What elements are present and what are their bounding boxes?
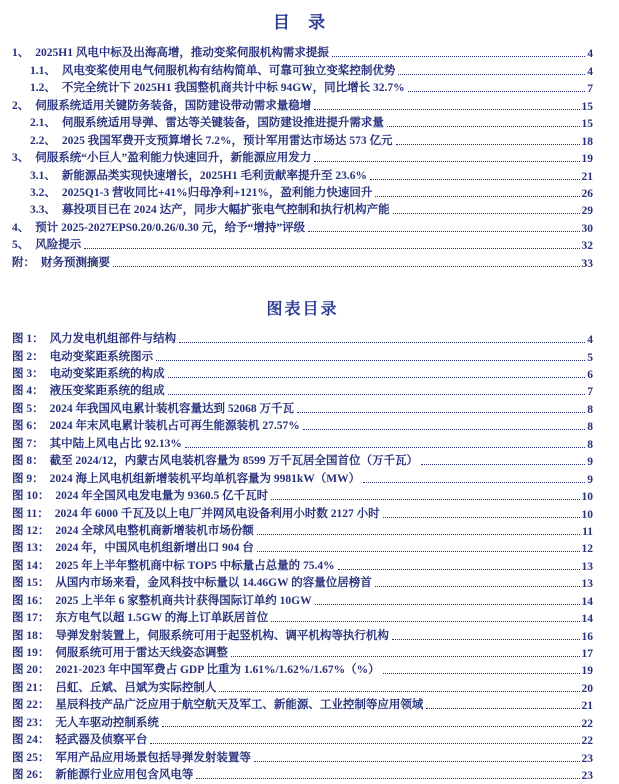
entry-page-number: 8 bbox=[587, 421, 593, 434]
entry-title: 2025H1 风电中标及出海高增，推动变桨伺服机构需求提振 bbox=[35, 47, 329, 60]
toc-entry[interactable] bbox=[12, 95, 593, 112]
entry-page-number: 23 bbox=[581, 752, 593, 765]
entry-title: 财务预测摘要 bbox=[41, 256, 110, 269]
entry-page-number: 18 bbox=[581, 135, 593, 148]
entry-title: 2024 全球风电整机商新增装机市场份额 bbox=[55, 524, 254, 537]
figure-entry[interactable] bbox=[12, 730, 593, 747]
figure-entry[interactable] bbox=[12, 677, 593, 694]
entry-number: 图 23： bbox=[12, 716, 50, 729]
leader-dots bbox=[179, 342, 585, 343]
entry-number: 图 17： bbox=[12, 612, 50, 625]
toc-list bbox=[12, 43, 593, 270]
entry-number: 图 6： bbox=[12, 420, 44, 433]
toc-entry[interactable] bbox=[12, 78, 593, 95]
entry-page-number: 11 bbox=[582, 525, 593, 538]
leader-dots bbox=[113, 266, 580, 267]
figure-entry[interactable] bbox=[12, 398, 593, 415]
entry-page-number: 10 bbox=[581, 508, 593, 521]
entry-title: 2024 年末风电累计装机占可再生能源装机 27.57% bbox=[49, 420, 300, 433]
entry-number: 图 13： bbox=[12, 542, 50, 555]
entry-title: 伺服系统适用关键防务装备，国防建设带动需求量稳增 bbox=[35, 99, 312, 112]
entry-number: 图 14： bbox=[12, 559, 50, 572]
entry-number: 图 20： bbox=[12, 664, 50, 677]
entry-page-number: 4 bbox=[587, 65, 593, 78]
figure-entry[interactable] bbox=[12, 451, 593, 468]
leader-dots bbox=[387, 126, 580, 127]
figure-entry[interactable] bbox=[12, 625, 593, 642]
figure-entry[interactable] bbox=[12, 608, 593, 625]
entry-title: 无人车驱动控制系统 bbox=[55, 716, 159, 729]
entry-title: 2024 年我国风电累计装机容量达到 52068 万千瓦 bbox=[49, 402, 294, 415]
leader-dots bbox=[196, 778, 579, 779]
entry-number: 图 26： bbox=[12, 769, 50, 782]
figure-entry[interactable] bbox=[12, 695, 593, 712]
entry-page-number: 32 bbox=[581, 240, 593, 253]
figure-entry[interactable] bbox=[12, 765, 593, 782]
leader-dots bbox=[231, 656, 580, 657]
entry-page-number: 9 bbox=[587, 456, 593, 469]
leader-dots bbox=[363, 482, 585, 483]
leader-dots bbox=[392, 639, 580, 640]
entry-number: 3.2、 bbox=[30, 186, 56, 199]
leader-dots bbox=[254, 761, 580, 762]
entry-number: 1.1、 bbox=[30, 64, 56, 77]
entry-title: 新能源行业应用包含风电等 bbox=[55, 769, 194, 782]
figure-entry[interactable] bbox=[12, 538, 593, 555]
figure-entry[interactable] bbox=[12, 329, 593, 346]
entry-number: 图 24： bbox=[12, 734, 50, 747]
figure-entry[interactable] bbox=[12, 747, 593, 764]
leader-dots bbox=[308, 231, 579, 232]
entry-number: 图 25： bbox=[12, 751, 50, 764]
toc-entry[interactable] bbox=[12, 235, 593, 252]
entry-page-number: 7 bbox=[587, 83, 593, 96]
entry-title: 2025 上半年 6 家整机商共计获得国际订单约 10GW bbox=[55, 594, 312, 607]
entry-number: 1.2、 bbox=[30, 82, 56, 95]
entry-title: 2024 海上风电机组新增装机平均单机容量为 9981kW（MW） bbox=[49, 472, 361, 485]
entry-page-number: 9 bbox=[587, 473, 593, 486]
figure-entry[interactable] bbox=[12, 433, 593, 450]
entry-page-number: 15 bbox=[581, 100, 593, 113]
entry-page-number: 19 bbox=[581, 153, 593, 166]
entry-number: 图 16： bbox=[12, 594, 50, 607]
leader-dots bbox=[396, 144, 580, 145]
leader-dots bbox=[315, 604, 580, 605]
leader-dots bbox=[421, 464, 585, 465]
entry-number: 附： bbox=[12, 256, 35, 269]
entry-title: 伺服系统可用于雷达天线姿态调整 bbox=[55, 647, 228, 659]
entry-number: 图 10： bbox=[12, 490, 50, 503]
leader-dots bbox=[398, 74, 585, 75]
toc-entry[interactable] bbox=[12, 148, 593, 165]
entry-title: 2024 年全国风电发电量为 9360.5 亿千瓦时 bbox=[55, 490, 269, 503]
leader-dots bbox=[383, 517, 580, 518]
entry-number: 图 22： bbox=[12, 699, 50, 712]
figure-entry[interactable] bbox=[12, 712, 593, 729]
entry-number: 2、 bbox=[12, 99, 30, 112]
entry-page-number: 21 bbox=[581, 170, 593, 183]
entry-page-number: 14 bbox=[581, 613, 593, 626]
leader-dots bbox=[338, 569, 580, 570]
entry-page-number: 14 bbox=[581, 595, 593, 608]
entry-number: 3.3、 bbox=[30, 204, 56, 217]
leader-dots bbox=[332, 56, 585, 57]
entry-number: 2.1、 bbox=[30, 117, 56, 130]
entry-title: 伺服系统适用导弹、雷达等关键装备，国防建设推进提升需求量 bbox=[61, 117, 384, 130]
leader-dots bbox=[168, 394, 586, 395]
leader-dots bbox=[185, 447, 585, 448]
entry-title: 截至 2024/12，内蒙古风电装机容量为 8599 万千瓦居全国首位（万千瓦） bbox=[49, 455, 418, 468]
entry-page-number: 12 bbox=[581, 543, 593, 556]
entry-number: 图 8： bbox=[12, 455, 44, 468]
leader-dots bbox=[257, 534, 580, 535]
entry-page-number: 29 bbox=[581, 205, 593, 218]
figure-entry[interactable] bbox=[12, 660, 593, 677]
leader-dots bbox=[271, 499, 579, 500]
toc-title: 目 录 bbox=[272, 13, 333, 32]
entry-title: 不完全统计下 2025H1 我国整机商共计中标 94GW，同比增长 32.7% bbox=[61, 82, 405, 95]
leader-dots bbox=[426, 708, 579, 709]
entry-page-number: 5 bbox=[587, 351, 593, 364]
entry-number: 图 2： bbox=[12, 350, 44, 363]
entry-number: 图 5： bbox=[12, 402, 44, 415]
entry-title: 预计 2025-2027EPS0.20/0.26/0.30 元，给予“增持”评级 bbox=[35, 221, 306, 234]
toc-entry[interactable] bbox=[12, 60, 593, 77]
figure-entry[interactable] bbox=[12, 468, 593, 485]
entry-title: 东方电气以超 1.5GW 的海上订单跃居首位 bbox=[55, 612, 269, 625]
leader-dots bbox=[303, 429, 586, 430]
entry-title: 从国内市场来看，金风科技中标量以 14.46GW 的容量位居榜首 bbox=[55, 577, 372, 590]
entry-number: 5、 bbox=[12, 239, 30, 252]
entry-title: 吕虹、丘斌、吕斌为实际控制人 bbox=[55, 681, 217, 694]
leader-dots bbox=[162, 726, 580, 727]
leader-dots bbox=[156, 360, 585, 361]
entry-number: 图 18： bbox=[12, 629, 50, 642]
entry-page-number: 15 bbox=[581, 118, 593, 131]
entry-title: 液压变桨距系统的组成 bbox=[49, 385, 165, 398]
figures-list bbox=[12, 329, 593, 782]
entry-number: 图 4： bbox=[12, 385, 44, 398]
leader-dots bbox=[271, 621, 579, 622]
entry-page-number: 26 bbox=[581, 187, 593, 200]
entry-title: 星辰科技产品广泛应用于航空航天及军工、新能源、工业控制等应用领域 bbox=[55, 699, 424, 712]
entry-number: 1、 bbox=[12, 47, 30, 60]
leader-dots bbox=[150, 743, 579, 744]
entry-title: 伺服系统“小巨人”盈利能力快速回升，新能源应用发力 bbox=[35, 152, 312, 165]
entry-title: 2025 我国军费开支预算增长 7.2%，预计军用雷达市场达 573 亿元 bbox=[61, 134, 393, 147]
entry-page-number: 22 bbox=[581, 735, 593, 748]
entry-page-number: 10 bbox=[581, 491, 593, 504]
leader-dots bbox=[314, 161, 579, 162]
leader-dots bbox=[408, 91, 586, 92]
figure-entry[interactable] bbox=[12, 521, 593, 538]
figure-entry[interactable] bbox=[12, 364, 593, 381]
figure-entry[interactable] bbox=[12, 503, 593, 520]
entry-number: 4、 bbox=[12, 221, 30, 234]
toc-entry[interactable] bbox=[12, 43, 593, 60]
entry-number: 3、 bbox=[12, 152, 30, 165]
entry-title: 2024 年 6000 千瓦及以上电厂并网风电设备利用小时数 2127 小时 bbox=[54, 507, 380, 520]
figures-title: 图表目录 bbox=[266, 300, 339, 318]
leader-dots bbox=[375, 196, 579, 197]
entry-page-number: 13 bbox=[581, 578, 593, 591]
toc-entry[interactable] bbox=[12, 113, 593, 130]
toc-entry[interactable] bbox=[12, 252, 593, 269]
entry-page-number: 20 bbox=[581, 682, 593, 695]
entry-number: 图 7： bbox=[12, 437, 44, 450]
entry-title: 募投项目已在 2024 达产，同步大幅扩张电气控制和执行机构产能 bbox=[61, 204, 390, 217]
figure-entry[interactable] bbox=[12, 643, 593, 660]
entry-page-number: 30 bbox=[581, 222, 593, 235]
entry-page-number: 8 bbox=[587, 438, 593, 451]
entry-number: 2.2、 bbox=[30, 134, 56, 147]
entry-title: 轻武器及侦察平台 bbox=[55, 734, 148, 747]
leader-dots bbox=[383, 673, 580, 674]
entry-title: 2024 年，中国风电机组新增出口 904 台 bbox=[55, 542, 254, 555]
toc-entry[interactable] bbox=[12, 183, 593, 200]
leader-dots bbox=[257, 551, 580, 552]
entry-number: 图 19： bbox=[12, 647, 50, 659]
toc-entry[interactable] bbox=[12, 217, 593, 234]
figure-entry[interactable] bbox=[12, 381, 593, 398]
entry-page-number: 13 bbox=[581, 560, 593, 573]
figure-entry[interactable] bbox=[12, 416, 593, 433]
entry-number: 图 21： bbox=[12, 681, 50, 694]
entry-number: 图 12： bbox=[12, 524, 50, 537]
entry-title: 新能源品类实现快速增长，2025H1 毛利贡献率提升至 23.6% bbox=[61, 169, 367, 182]
entry-title: 风力发电机组部件与结构 bbox=[49, 333, 177, 346]
leader-dots bbox=[168, 377, 586, 378]
entry-number: 图 1： bbox=[12, 333, 44, 346]
entry-title: 电动变桨距系统的构成 bbox=[49, 368, 165, 380]
entry-title: 军用产品应用场景包括导弹发射装置等 bbox=[55, 751, 251, 764]
figure-entry[interactable] bbox=[12, 573, 593, 590]
entry-page-number: 33 bbox=[581, 257, 593, 270]
entry-page-number: 17 bbox=[581, 648, 593, 660]
entry-title: 其中陆上风电占比 92.13% bbox=[49, 437, 182, 450]
leader-dots bbox=[84, 248, 579, 249]
entry-title: 导弹发射装置上，伺服系统可用于起竖机构、调平机构等执行机构 bbox=[55, 629, 389, 642]
entry-page-number: 22 bbox=[581, 717, 593, 730]
entry-page-number: 7 bbox=[587, 386, 593, 399]
entry-title: 电动变桨距系统图示 bbox=[49, 350, 154, 363]
figure-entry[interactable] bbox=[12, 590, 593, 607]
entry-page-number: 19 bbox=[581, 665, 593, 678]
entry-title: 2025Q1-3 营收同比+41%归母净利+121%，盈利能力快速回升 bbox=[61, 186, 373, 199]
entry-number: 图 15： bbox=[12, 577, 50, 590]
figure-entry[interactable] bbox=[12, 555, 593, 572]
leader-dots bbox=[375, 586, 580, 587]
leader-dots bbox=[314, 109, 579, 110]
entry-title: 风险提示 bbox=[35, 239, 82, 252]
entry-page-number: 4 bbox=[587, 48, 593, 61]
toc-entry[interactable] bbox=[12, 130, 593, 147]
entry-number: 图 11： bbox=[12, 507, 49, 520]
figure-entry[interactable] bbox=[12, 486, 593, 503]
leader-dots bbox=[393, 213, 580, 214]
leader-dots bbox=[219, 691, 579, 692]
entry-number: 图 3： bbox=[12, 368, 44, 380]
leader-dots bbox=[370, 179, 580, 180]
entry-title: 风电变桨使用电气伺服机构有结构简单、可靠可独立变桨控制优势 bbox=[61, 64, 396, 77]
entry-page-number: 4 bbox=[587, 334, 593, 347]
figure-entry[interactable] bbox=[12, 346, 593, 363]
entry-page-number: 23 bbox=[581, 770, 593, 783]
entry-page-number: 21 bbox=[581, 700, 593, 713]
toc-entry[interactable] bbox=[12, 200, 593, 217]
toc-entry[interactable] bbox=[12, 165, 593, 182]
entry-title: 2025 年上半年整机商中标 TOP5 中标量占总量的 75.4% bbox=[55, 559, 335, 572]
entry-title: 2021-2023 年中国军费占 GDP 比重为 1.61%/1.62%/1.67%（%） bbox=[55, 664, 380, 677]
entry-page-number: 8 bbox=[587, 403, 593, 416]
entry-number: 3.1、 bbox=[30, 169, 56, 182]
entry-page-number: 16 bbox=[581, 630, 593, 643]
leader-dots bbox=[297, 412, 585, 413]
entry-page-number: 6 bbox=[587, 369, 593, 381]
entry-number: 图 9： bbox=[12, 472, 44, 485]
